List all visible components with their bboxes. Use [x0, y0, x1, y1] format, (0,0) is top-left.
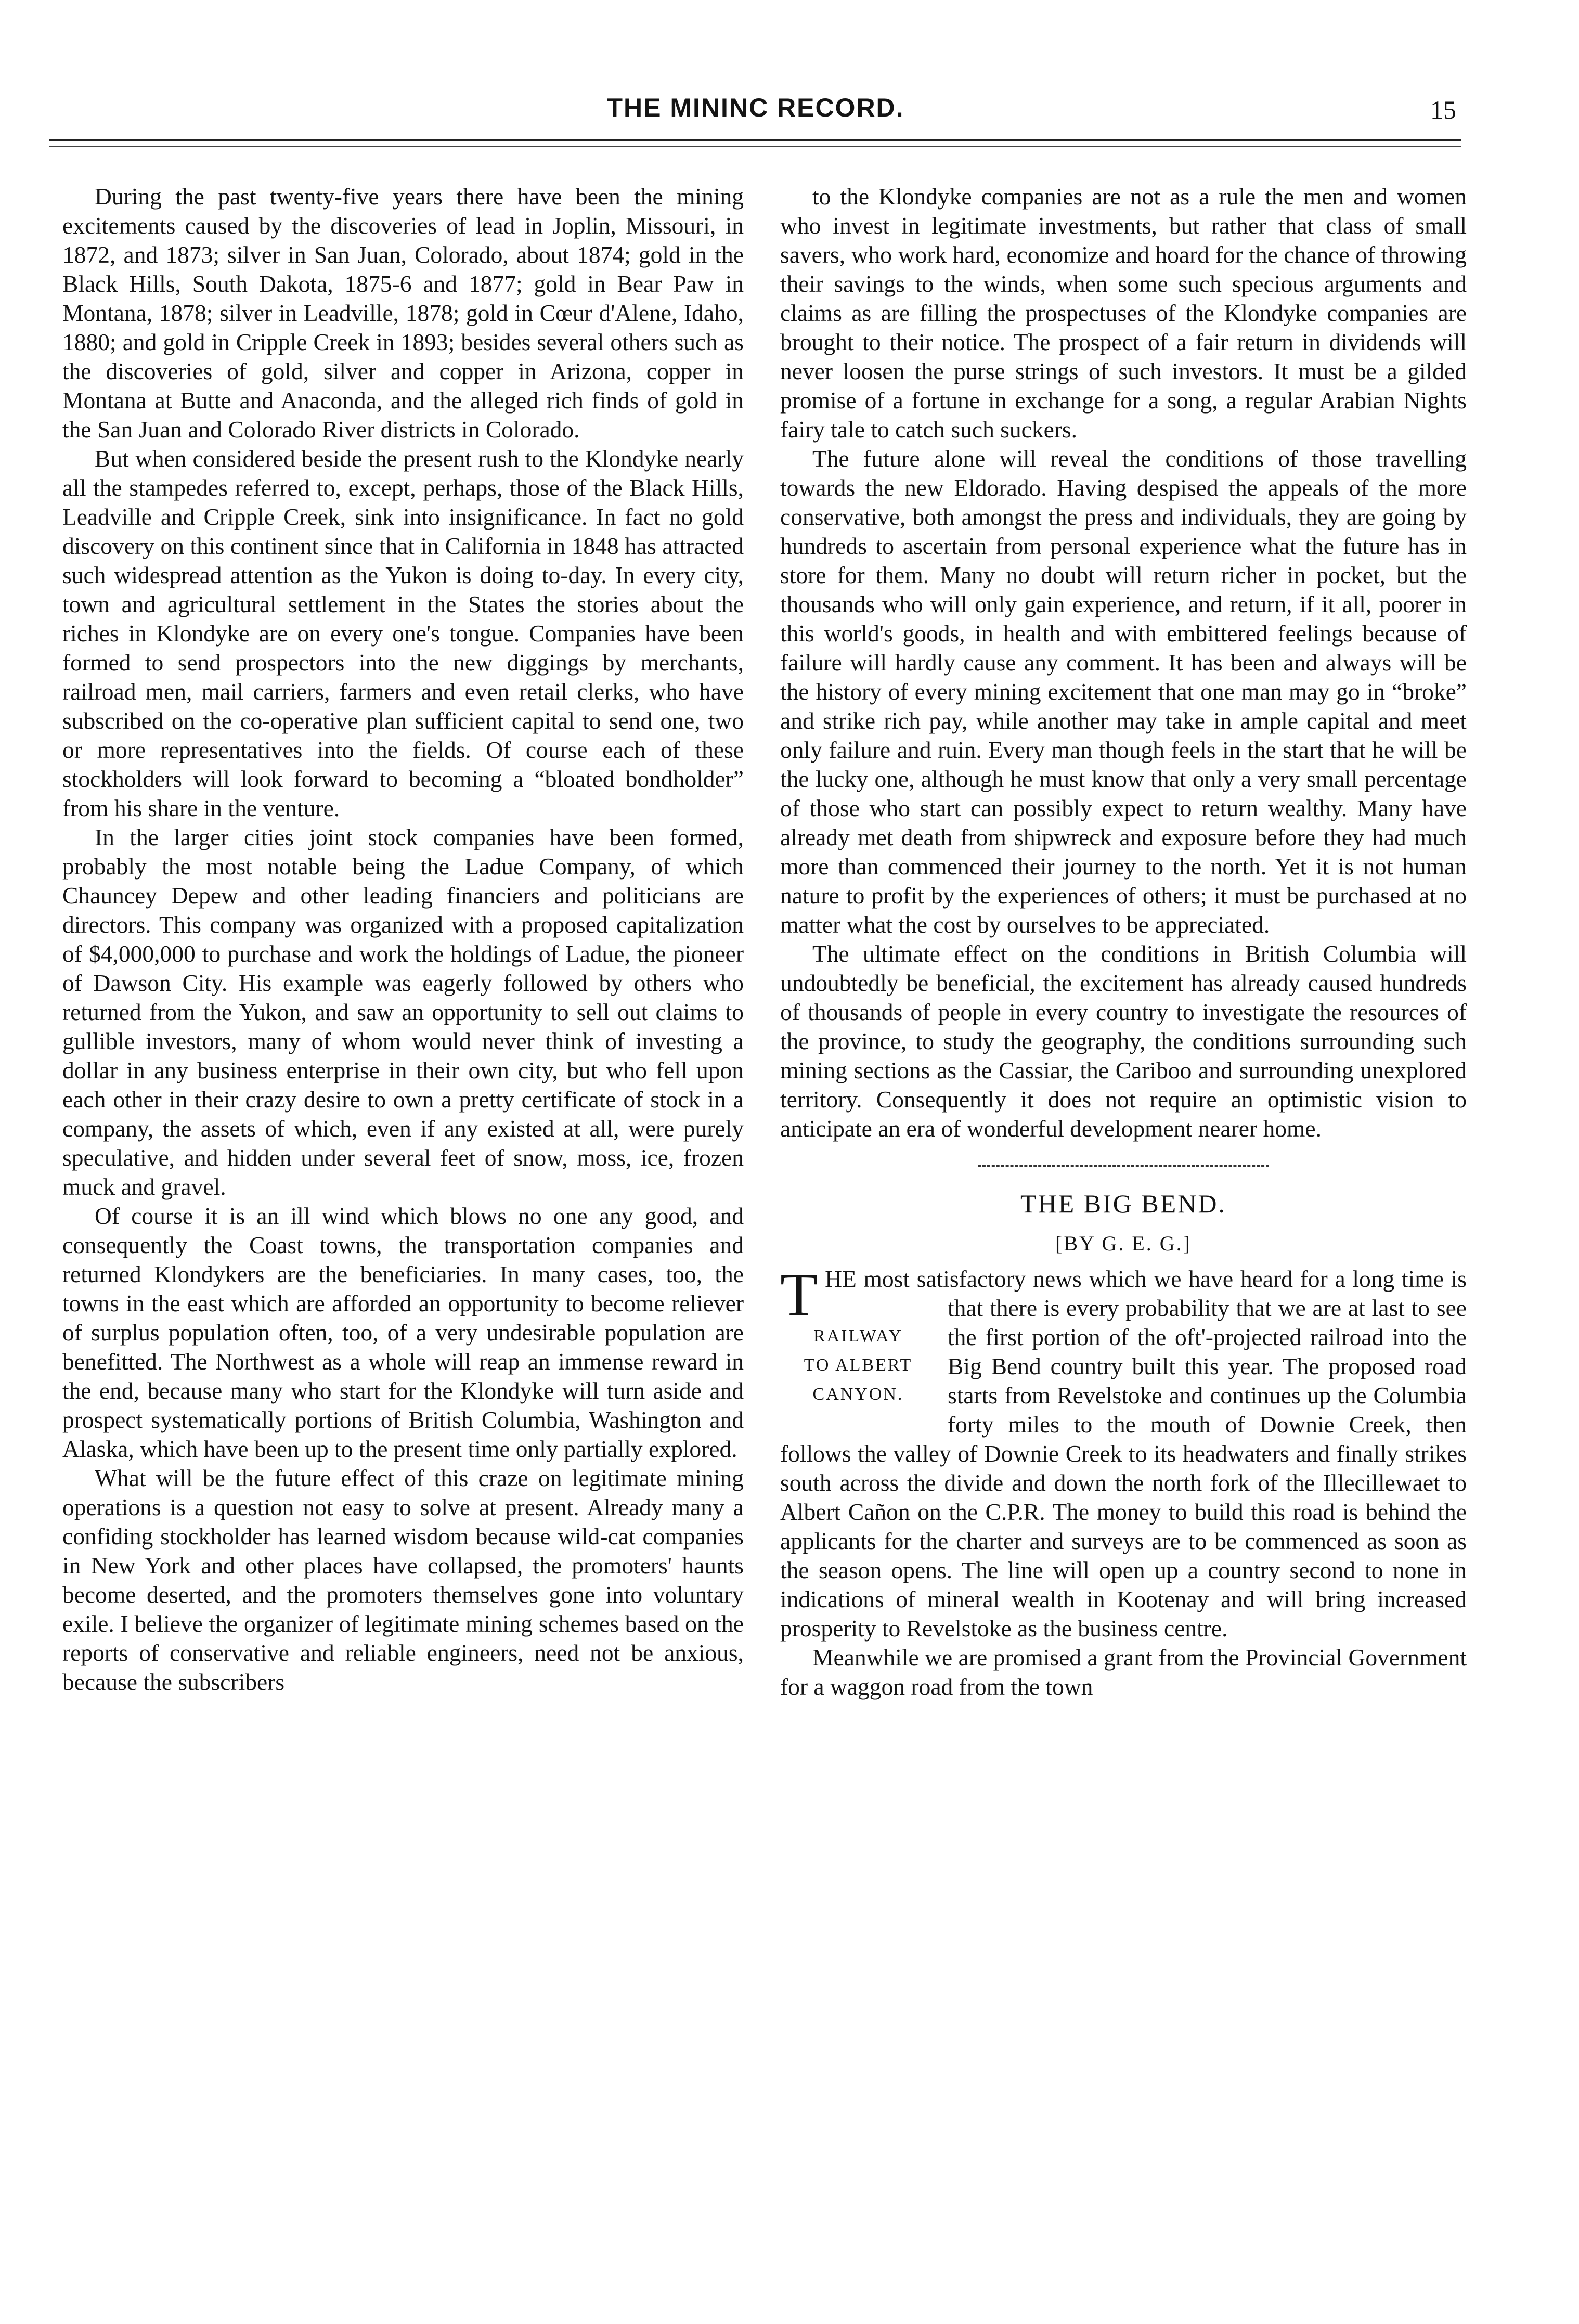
page-number: 15: [1430, 95, 1456, 124]
drop-cap: T: [780, 1260, 818, 1328]
paragraph: The ultimate effect on the conditions in British Columbia will undoubtedly be beneficial, the excitement has already caused hundreds of thousands of people in every country to investigate the resources of the province, to study the geography, the conditions surrounding such mining sections as the Cassiar, the Cariboo and surrounding unexplored territory. Consequently it does not require an optimistic vision to anticipate an era of wonderful development nearer home.: [780, 940, 1467, 1142]
right-column: [780, 182, 1467, 2226]
paragraph: Meanwhile we are promised a grant from the Provincial Government for a waggon road from the town: [780, 1644, 1467, 1700]
margin-sidenote: [780, 1322, 936, 1409]
paragraph: Of course it is an ill wind which blows no one any good, and consequently the Coast towns, the transportation companies and returned Klondykers are the beneficiaries. In many cases, too, the towns in the east which are afforded an opportunity to become reliever of surplus population often, too, of a very undesirable population are benefitted. The Northwest as a whole will reap an immense reward in the end, because many who start for the Klondyke will turn aside and prospect systematically portions of British Columbia, Washington and Alaska, which have been up to the present time only partially explored.: [62, 1203, 744, 1462]
paragraph: During the past twenty-five years there have been the mining excitements caused by the discoveries of lead in Joplin, Missouri, in 1872, and 1873; silver in San Juan, Colorado, about 1874; gold in the Black Hills, South Dakota, 1875-6 and 1877; gold in Bear Paw in Montana, 1878; silver in Leadville, 1878; gold in Cœur d'Alene, Idaho, 1880; and gold in Cripple Creek in 1893; besides several others such as the discoveries of gold, silver and copper in Arizona, copper in Montana at Butte and Anaconda, and the alleged rich finds of gold in the San Juan and Colorado River districts in Colorado.: [62, 183, 744, 443]
first-paragraph-text: HE most satisfactory news which we have heard for a long time is that there is every probability that we are at last to see the first portion of the oft'-projected railroad into the Big Bend country built this year. The proposed road starts from Revelstoke and continues up the Columbia forty miles to the mouth of Downie Creek, then follows the valley of Downie Creek to its headwaters and finally strikes south across the divide and down the north fork of the Illecillewaet to Albert Cañon on the C.P.R. The money to build this road is behind the applicants for the charter and surveys are to be commenced as soon as the season opens. The line will open up a country second to none in indications of mineral wealth in Kootenay and will bring increased prosperity to Revelstoke as the business centre.: [780, 1266, 1467, 1642]
page-header: [49, 93, 1461, 139]
article-divider: [978, 1165, 1269, 1167]
paragraph: What will be the future effect of this craze on legitimate mining operations is a question not easy to solve at present. Already many a confiding stockholder has learned wisdom because wild-cat companies in New York and other places have collapsed, the promoters' haunts become deserted, and the promoters themselves gone into voluntary exile. I believe the organizer of legitimate mining schemes based on the reports of conservative and reliable engineers, need not be anxious, because the subscribers: [62, 1465, 744, 1695]
header-rule: [49, 139, 1461, 141]
sidenote-line: RAILWAY: [813, 1326, 903, 1346]
article-first-paragraph: [780, 1260, 1467, 1643]
sidenote-line: CANYON.: [812, 1385, 904, 1404]
article-title: THE BIG BEND.: [1020, 1189, 1226, 1218]
paragraph: But when considered beside the present rush to the Klondyke nearly all the stampedes referred to, except, perhaps, those of the Black Hills, Leadville and Cripple Creek, sink into insignificance. In fact no gold discovery on this continent since that in California in 1848 has attracted such widespread attention as the Yukon is doing to-day. In every city, town and agricultural settlement in the States the stories about the riches in Klondyke are on every one's tongue. Companies have been formed to send prospectors into the new diggings by merchants, railroad men, mail carriers, farmers and even retail clerks, who have subscribed on the co-operative plan sufficient capital to send one, two or more representatives into the fields. Of course each of these stockholders will look forward to becoming a “bloated bondholder” from his share in the venture.: [62, 445, 744, 821]
paragraph: In the larger cities joint stock companies have been formed, probably the most notable being the Ladue Company, of which Chauncey Depew and other leading financiers and politicians are directors. This company was organized with a proposed capitalization of $4,000,000 to purchase and work the holdings of Ladue, the pioneer of Dawson City. His example was eagerly followed by others who returned from the Yukon, and saw an opportunity to sell out claims to gullible investors, many of whom would never think of investing a dollar in any business enterprise in their own city, but who fell upon each other in their crazy desire to own a pretty certificate of stock in a company, the assets of which, even if any existed at all, were purely speculative, and hidden under several feet of snow, moss, ice, frozen muck and gravel.: [62, 824, 744, 1200]
running-title: THE MININC RECORD.: [606, 93, 904, 122]
left-column: [62, 182, 744, 2226]
sidenote-line: TO ALBERT: [804, 1355, 913, 1375]
paragraph: to the Klondyke companies are not as a rule the men and women who invest in legitimate investments, but rather that class of small savers, who work hard, economize and hoard for the chance of throwing their savings to the winds, when some such specious arguments and claims as are filling the prospectuses of the Klondyke companies are brought to their notice. The prospect of a fair return in dividends will never loosen the purse strings of such investors. It must be a gilded promise of a fortune in exchange for a song, a regular Arabian Nights fairy tale to catch such suckers.: [780, 183, 1467, 443]
header-rule: [49, 146, 1461, 147]
article-byline: [BY G. E. G.]: [1055, 1232, 1192, 1255]
paragraph: The future alone will reveal the conditions of those travelling towards the new Eldorado. Having despised the appeals of the more conservative, both amongst the press and individuals, they are going by hundreds to ascertain from personal experience what the future has in store for them. Many no doubt will return richer in pocket, but the thousands who will only gain experience, and return, if it all, poorer in this world's goods, in health and with embittered feelings because of failure will hardly cause any comment. It has been and always will be the history of every mining excitement that one man may go in “broke” and strike rich pay, while another may take in ample capital and meet only failure and ruin. Every man though feels in the start that he will be the lucky one, although he must know that only a very small percentage of those who start can possibly expect to return wealthy. Many have already met death from shipwreck and exposure before they had much more than commenced their journey to the north. Yet it is not human nature to profit by the experiences of others; it must be purchased at no matter what the cost by ourselves to be appreciated.: [780, 445, 1467, 938]
